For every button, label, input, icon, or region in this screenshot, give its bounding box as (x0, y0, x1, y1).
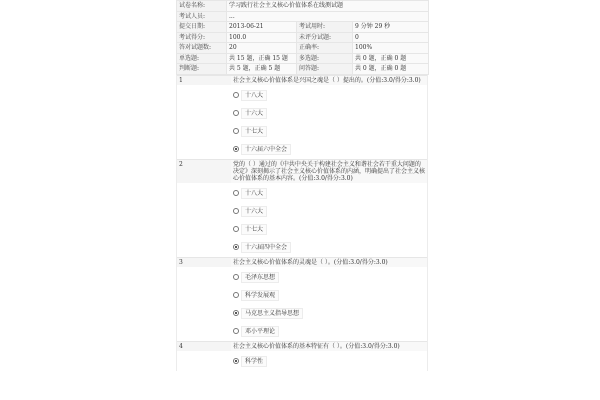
question-text: 社会主义核心价值体系的灵魂是（ ）。(分值:3.0/得分:3.0) (231, 258, 427, 267)
info-label: 试卷名称: (177, 1, 227, 12)
option-label: 十六届六中全会 (241, 144, 291, 155)
info-value: 0 (353, 32, 429, 43)
radio-button[interactable] (233, 208, 239, 214)
info-value: 共 5 题，正确 5 题 (227, 64, 297, 75)
question-4 (176, 341, 428, 371)
radio-button-checked[interactable] (233, 244, 239, 250)
option-label: 邓小平理论 (241, 326, 279, 337)
info-value: 20 (227, 43, 297, 54)
radio-button[interactable] (233, 92, 239, 98)
info-label: 提交日期: (177, 22, 227, 33)
info-value: 共 0 题，正确 0 题 (353, 53, 429, 64)
question-header (177, 341, 427, 351)
info-label: 单选题: (177, 53, 227, 64)
question-number: 4 (179, 342, 183, 350)
info-label: 答对试题数: (177, 43, 227, 54)
question-number: 2 (179, 160, 183, 168)
question-text: 社会主义核心价值体系的基本特征有（ ）。(分值:3.0/得分:3.0) (231, 342, 427, 351)
info-value: 9 分钟 29 秒 (353, 22, 429, 33)
radio-button[interactable] (233, 274, 239, 280)
option[interactable] (233, 106, 427, 121)
question-2 (176, 159, 428, 257)
info-value: 共 15 题，正确 15 题 (227, 53, 297, 64)
question-number: 3 (179, 258, 183, 266)
option-label: 十六大 (241, 108, 267, 119)
question-header (177, 75, 427, 85)
info-row-title (177, 1, 429, 12)
option-label: 科学发展观 (241, 290, 279, 301)
option-list (177, 88, 427, 159)
info-label: 考试用时: (297, 22, 353, 33)
question-number: 1 (179, 76, 183, 84)
option-label: 十七大 (241, 126, 267, 137)
option-label: 十八大 (241, 90, 267, 101)
question-header (177, 257, 427, 267)
exam-result-page (176, 0, 428, 371)
info-row (177, 43, 429, 54)
exam-title: 学习践行社会主义核心价值体系在线测试题 (227, 1, 429, 12)
option-label: 毛泽东思想 (241, 272, 279, 283)
option-label: 十八大 (241, 188, 267, 199)
option[interactable] (233, 186, 427, 201)
option-label: 十六届四中全会 (241, 242, 291, 253)
info-label: 未评分试题: (297, 32, 353, 43)
info-value: 100% (353, 43, 429, 54)
question-3 (176, 257, 428, 341)
radio-button-checked[interactable] (233, 310, 239, 316)
radio-button-checked[interactable] (233, 358, 239, 364)
info-value: 共 0 题，正确 0 题 (353, 64, 429, 75)
option[interactable] (233, 124, 427, 139)
option[interactable] (233, 306, 427, 321)
info-label: 多选题: (297, 53, 353, 64)
radio-button[interactable] (233, 292, 239, 298)
info-label: 正确率: (297, 43, 353, 54)
option[interactable] (233, 222, 427, 237)
question-text: 党的（ ）通过的《中共中央关于构建社会主义和谐社会若干重大问题的决定》深刻揭示了社会主义核心价值体系的内涵，明确提出了社会主义核心价值体系的基本内容。(分值:3.0/得分:3.0) (233, 160, 426, 182)
question-1 (176, 75, 428, 159)
radio-button[interactable] (233, 328, 239, 334)
option-list (177, 354, 427, 371)
option-label: 科学性 (241, 356, 267, 367)
option-label: 马克思主义指导思想 (241, 308, 303, 319)
info-row (177, 53, 429, 64)
option-label: 十七大 (241, 224, 267, 235)
info-row-user (177, 11, 429, 22)
option[interactable] (233, 204, 427, 219)
info-row (177, 22, 429, 33)
info-label: 判断题: (177, 64, 227, 75)
option-list (177, 270, 427, 341)
radio-button[interactable] (233, 128, 239, 134)
option[interactable] (233, 324, 427, 339)
option[interactable] (233, 270, 427, 285)
exam-user: ... (227, 11, 429, 22)
info-label: 考试人员: (177, 11, 227, 22)
question-text: 社会主义核心价值体系是兴国之魂是（ ）提出的。(分值:3.0/得分:3.0) (231, 76, 427, 85)
option[interactable] (233, 288, 427, 303)
info-label: 考试得分: (177, 32, 227, 43)
question-header (177, 159, 427, 183)
option[interactable] (233, 88, 427, 103)
option[interactable] (233, 354, 427, 369)
radio-button[interactable] (233, 226, 239, 232)
option-list (177, 186, 427, 257)
info-row (177, 64, 429, 75)
info-label: 问答题: (297, 64, 353, 75)
radio-button-checked[interactable] (233, 146, 239, 152)
info-row (177, 32, 429, 43)
info-value: 2013-06-21 (227, 22, 297, 33)
radio-button[interactable] (233, 110, 239, 116)
option[interactable] (233, 240, 427, 255)
info-value: 100.0 (227, 32, 297, 43)
exam-info-table (176, 0, 429, 75)
option[interactable] (233, 142, 427, 157)
radio-button[interactable] (233, 190, 239, 196)
option-label: 十六大 (241, 206, 267, 217)
